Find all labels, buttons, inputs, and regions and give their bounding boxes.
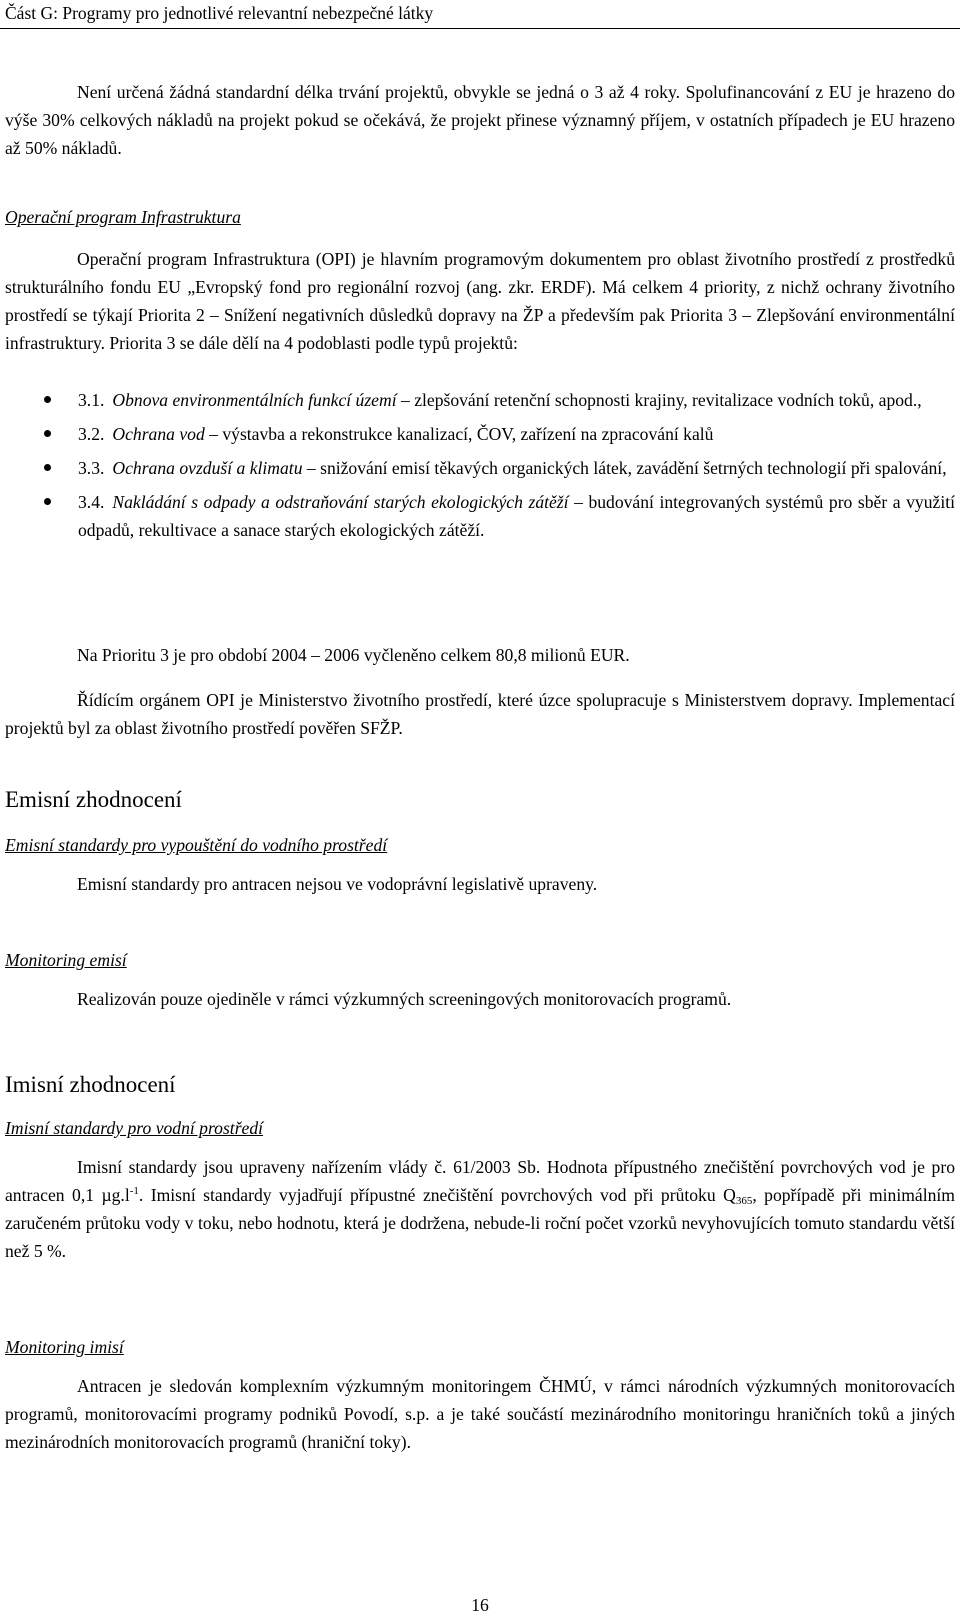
- item-name: Ochrana ovzduší a klimatu: [112, 458, 303, 478]
- emission-standards-title-block: [5, 831, 955, 859]
- emission-monitoring-title-block: [5, 946, 955, 974]
- immission-standards-text: [5, 1153, 955, 1265]
- list-item: [78, 454, 955, 482]
- item-desc: – budování integrovaných systémů pro sběr a využití odpadů, rekultivace a sanace starých ekologických zátěží.: [78, 492, 955, 540]
- funding-text: Na Prioritu 3 je pro období 2004 – 2006 vyčleněno celkem 80,8 milionů EUR.: [77, 645, 630, 665]
- item-desc: – výstavba a rekonstrukce kanalizací, ČOV, zařízení na zpracování kalů: [204, 424, 714, 444]
- immission-heading-block: [5, 1071, 955, 1099]
- item-desc: – zlepšování retenční schopnosti krajiny, revitalizace vodních toků, apod.,: [396, 390, 922, 410]
- item-code: 3.1.: [78, 390, 105, 410]
- standards-text-part-b: . Imisní standardy vyjadřují přípustné znečištění povrchových vod při průtoku Q: [138, 1185, 736, 1205]
- immission-heading: Imisní zhodnocení: [5, 1072, 176, 1097]
- emission-standards-block: [5, 870, 955, 898]
- opi-section: [5, 245, 955, 357]
- item-code: 3.3.: [78, 458, 105, 478]
- opi-title: Operační program Infrastruktura: [5, 207, 241, 227]
- item-desc: – snižování emisí těkavých organických látek, zavádění šetrných technologií při spalování,: [302, 458, 947, 478]
- bullet-icon: [44, 498, 51, 505]
- authority-text: Řídícím orgánem OPI je Ministerstvo životního prostředí, které úzce spolupracuje s Ministerstvem dopravy. Implementací projektů byl za oblast životního prostředí pověřen SFŽP.: [5, 690, 955, 738]
- bullet-icon: [44, 430, 51, 437]
- unit-exponent: -1: [129, 1185, 139, 1197]
- immission-standards-title: Imisní standardy pro vodní prostředí: [5, 1118, 264, 1138]
- immission-monitoring-title-block: [5, 1333, 955, 1361]
- emission-monitoring-title: Monitoring emisí: [5, 950, 127, 970]
- immission-monitoring-text: Antracen je sledován komplexním výzkumným monitoringem ČHMÚ, v rámci národních výzkumných monitorovacích programů, monitorovacími programy podniků Povodí, s.p. a je také součástí mezinárodního monitoringu hraničních toků a jiných mezinárodních monitorovacích programů (hraniční toky).: [5, 1376, 955, 1452]
- emission-monitoring-block: [5, 985, 955, 1013]
- emission-heading-block: [5, 786, 955, 814]
- opi-title-block: [5, 203, 955, 231]
- immission-standards-title-block: [5, 1114, 955, 1142]
- funding-block: [77, 641, 955, 669]
- bullet-icon: [44, 396, 51, 403]
- authority-block: [5, 686, 955, 742]
- item-name: Ochrana vod: [112, 424, 205, 444]
- page-header: [0, 0, 960, 29]
- list-item: [78, 488, 955, 544]
- item-code: 3.2.: [78, 424, 105, 444]
- emission-standards-title: Emisní standardy pro vypouštění do vodního prostředí: [5, 835, 388, 855]
- opi-paragraph: Operační program Infrastruktura (OPI) je hlavním programovým dokumentem pro oblast životního prostředí z prostředků strukturálního fondu EU „Evropský fond pro regionální rozvoj (ang. zkr. ERDF). Má celkem 4 priority, z nichž ochrany životního prostředí se týkají Priorita 2 – Snížení negativních důsledků dopravy na ŽP a především pak Priorita 3 – Zlepšování environmentální infrastruktury. Priorita 3 se dále dělí na 4 podoblasti podle typů projektů:: [5, 249, 955, 353]
- item-name: Obnova environmentálních funkcí území: [112, 390, 397, 410]
- emission-standards-text: Emisní standardy pro antracen nejsou ve vodoprávní legislativě upraveny.: [77, 874, 598, 894]
- page-number: 16: [471, 1595, 489, 1615]
- emission-monitoring-text: Realizován pouze ojediněle v rámci výzkumných screeningových monitorovacích programů.: [77, 989, 732, 1009]
- flow-subscript: 365: [735, 1195, 753, 1207]
- intro-section: [5, 78, 955, 162]
- header-title: Část G: Programy pro jednotlivé relevantní nebezpečné látky: [5, 3, 434, 23]
- intro-paragraph: Není určená žádná standardní délka trvání projektů, obvykle se jedná o 3 až 4 roky. Spolufinancování z EU je hrazeno do výše 30% celkových nákladů na projekt pokud se očekává, že projekt přinese významný příjem, v ostatních případech je EU hrazeno až 50% nákladů.: [5, 82, 955, 158]
- item-name: Nakládání s odpady a odstraňování starých ekologických zátěží: [112, 492, 569, 512]
- bullet-icon: [44, 464, 51, 471]
- immission-monitoring-block: [5, 1372, 955, 1456]
- immission-monitoring-title: Monitoring imisí: [5, 1337, 124, 1357]
- list-item: [78, 420, 955, 448]
- priority-list: [78, 386, 955, 550]
- standards-text-part-c: , popřípadě při minimálním zaručeném průtoku vody v toku, nebo hodnotu, která je dodržena, nebude-li roční počet vzorků nevyhovujících tomuto standardu větší než 5 %.: [5, 1185, 955, 1261]
- standards-text-part-a: Imisní standardy jsou upraveny nařízením vlády č. 61/2003 Sb. Hodnota přípustného znečištění povrchových vod je pro antracen 0,1 µg.l: [5, 1157, 955, 1205]
- emission-heading: Emisní zhodnocení: [5, 787, 182, 812]
- immission-standards-block: [5, 1153, 955, 1265]
- list-item: [78, 386, 955, 414]
- item-code: 3.4.: [78, 492, 105, 512]
